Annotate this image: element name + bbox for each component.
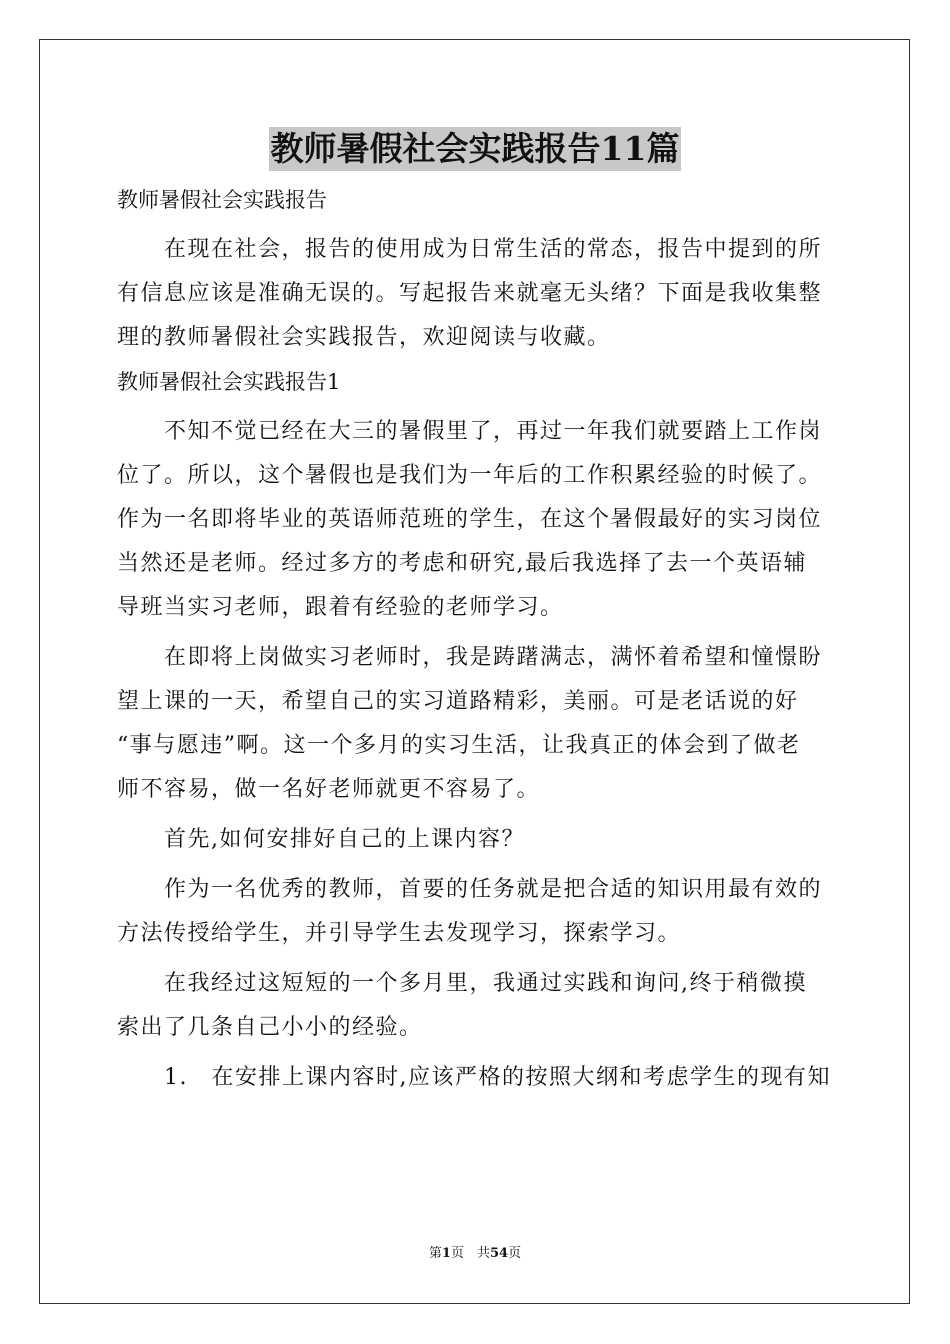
- paragraph-1: [117, 410, 835, 630]
- paragraph-line: 在现在社会，报告的使用成为日常生活的常态，报告中提到的所: [117, 237, 823, 262]
- footer-total-unit: 页: [508, 1246, 522, 1261]
- paragraph-line: 索出了几条自己小小的经验。: [117, 1015, 423, 1040]
- paragraph-6: [117, 1056, 835, 1100]
- current-page-number: 1: [441, 1246, 451, 1261]
- paragraph-line: 理的教师暑假社会实践报告，欢迎阅读与收藏。: [117, 325, 611, 350]
- document-subtitle: 教师暑假社会实践报告: [117, 188, 327, 212]
- paragraph-line: 在即将上岗做实习老师时，我是踌躇满志，满怀着希望和憧憬盼: [117, 645, 823, 670]
- paragraph-4: [117, 868, 835, 956]
- paragraph-line: 作为一名即将毕业的英语师范班的学生，在这个暑假最好的实习岗位: [117, 507, 823, 532]
- paragraph-line: 师不容易，做一名好老师就更不容易了。: [117, 777, 541, 802]
- section-heading: 教师暑假社会实践报告1: [117, 370, 341, 394]
- paragraph-line: 作为一名优秀的教师，首要的任务就是把合适的知识用最有效的: [117, 877, 823, 902]
- paragraph-line: 不知不觉已经在大三的暑假里了，再过一年我们就要踏上工作岗: [117, 419, 823, 444]
- footer-page-unit: 页: [450, 1246, 464, 1261]
- title-block: [0, 127, 950, 171]
- paragraph-line: 有信息应该是准确无误的。写起报告来就毫无头绪？下面是我收集整: [117, 281, 823, 306]
- paragraph-line: 方法传授给学生，并引导学生去发现学习，探索学习。: [117, 921, 682, 946]
- paragraph-line: 导班当实习老师，跟着有经验的老师学习。: [117, 595, 564, 620]
- paragraph-2: [117, 636, 835, 812]
- paragraph-5: [117, 962, 835, 1050]
- paragraph-line: 当然还是老师。经过多方的考虑和研究,最后我选择了去一个英语辅: [117, 551, 807, 576]
- footer-total-prefix: 共: [463, 1246, 490, 1261]
- document-body: [117, 178, 835, 1100]
- page-footer: [0, 1245, 950, 1263]
- paragraph-3: [117, 818, 835, 862]
- paragraph-line: 位了。所以，这个暑假也是我们为一年后的工作积累经验的时候了。: [117, 463, 823, 488]
- paragraph-line: “事与愿违”啊。这一个多月的实习生活，让我真正的体会到了做老: [117, 733, 801, 758]
- intro-paragraph: [117, 228, 835, 360]
- total-page-count: 54: [489, 1246, 509, 1261]
- paragraph-line: 在我经过这短短的一个多月里，我通过实践和询问,终于稍微摸: [117, 971, 807, 996]
- footer-prefix: 第: [428, 1246, 442, 1261]
- paragraph-line: 首先,如何安排好自己的上课内容？: [117, 827, 525, 852]
- paragraph-line: 1. 在安排上课内容时,应该严格的按照大纲和考虑学生的现有知: [117, 1065, 831, 1090]
- document-title: 教师暑假社会实践报告11篇: [269, 127, 682, 171]
- paragraph-line: 望上课的一天，希望自己的实习道路精彩，美丽。可是老话说的好: [117, 689, 799, 714]
